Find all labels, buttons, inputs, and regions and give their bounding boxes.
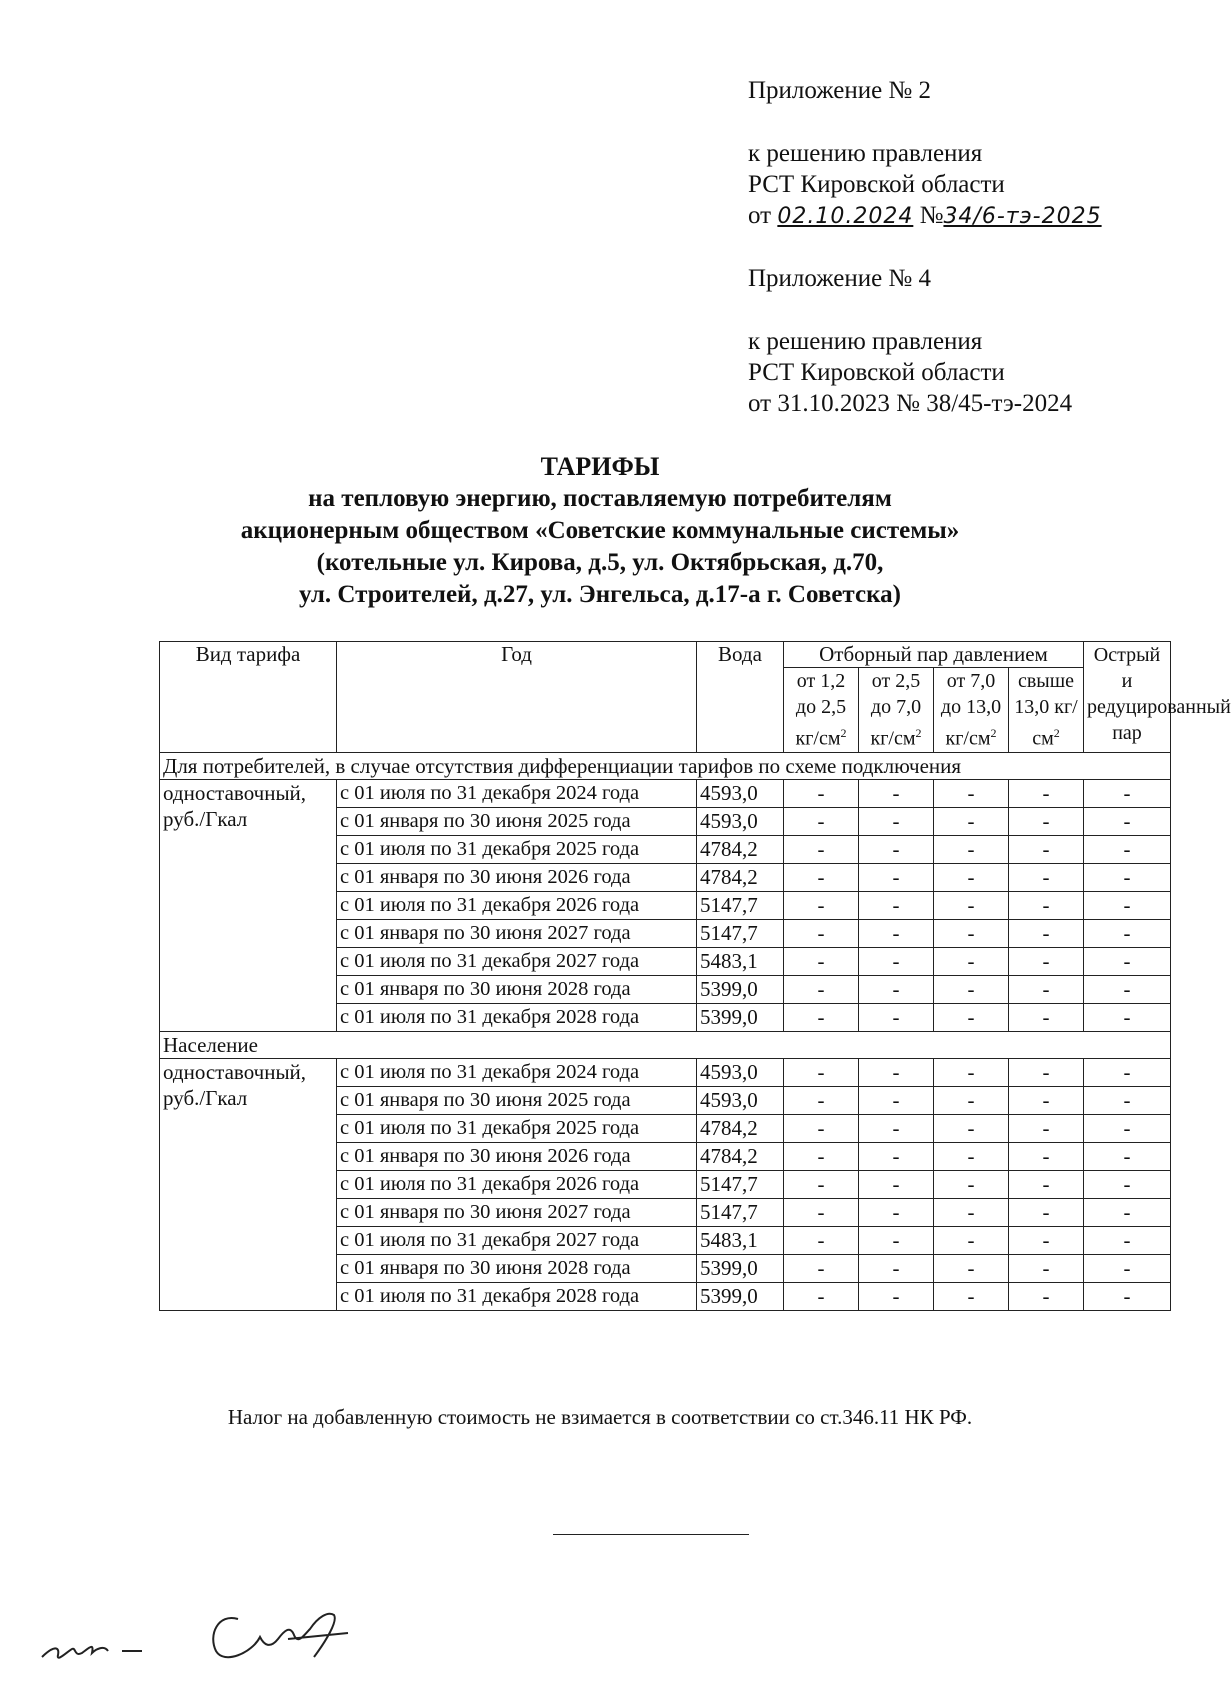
steam-3-cell: - (934, 779, 1009, 807)
header-steam: Отборный пар давлением (784, 642, 1084, 668)
period-cell: с 01 января по 30 июня 2027 года (337, 1198, 697, 1226)
sharp-steam-cell: - (1084, 1114, 1171, 1142)
vat-note: Налог на добавленную стоимость не взимается в соответствии со ст.346.11 НК РФ. (227, 1405, 973, 1429)
steam-3-cell: - (934, 863, 1009, 891)
steam-4-cell: - (1009, 1198, 1084, 1226)
period-cell: с 01 июля по 31 декабря 2028 года (337, 1003, 697, 1031)
decision-1-no-sign: № (919, 202, 944, 229)
sup-2: 2 (840, 726, 847, 740)
steam-2-cell: - (859, 1142, 934, 1170)
steam-4-cell: - (1009, 1114, 1084, 1142)
water-value-cell: 5147,7 (697, 919, 784, 947)
steam-4-cell: - (1009, 835, 1084, 863)
group-label: Для потребителей, в случае отсутствия дифференциации тарифов по схеме подключения (160, 752, 1171, 779)
steam-3-cell: - (934, 1170, 1009, 1198)
decision-2-line1: к решению правления (748, 328, 983, 355)
water-value-cell: 4593,0 (697, 779, 784, 807)
table-row (160, 1058, 1171, 1086)
header-steam-4 (1009, 668, 1084, 753)
header-tariff-type: Вид тарифа (160, 642, 337, 753)
steam-3-cell: - (934, 807, 1009, 835)
signature-main-stroke (213, 1614, 348, 1657)
sharp-steam-cell: - (1084, 1086, 1171, 1114)
period-cell: с 01 июля по 31 декабря 2024 года (337, 1058, 697, 1086)
steam-1-cell: - (784, 1086, 859, 1114)
signature-image (38, 1595, 378, 1675)
steam-3-cell: - (934, 1226, 1009, 1254)
period-cell: с 01 июля по 31 декабря 2026 года (337, 1170, 697, 1198)
steam-2-cell: - (859, 1003, 934, 1031)
group-label-row (160, 752, 1171, 779)
steam-2-cell: - (859, 975, 934, 1003)
decision-1-line2: РСТ Кировской области (748, 171, 1005, 198)
steam-2-cell: - (859, 919, 934, 947)
table-row (160, 779, 1171, 807)
signature-initials-stroke (42, 1647, 142, 1658)
sharp-steam-cell: - (1084, 1282, 1171, 1310)
sharp-steam-cell: - (1084, 835, 1171, 863)
steam-2-cell: - (859, 891, 934, 919)
steam-4-cell: - (1009, 779, 1084, 807)
decision-1-date-handwritten: 02.10.2024 (777, 204, 914, 229)
steam-1-cell: - (784, 1058, 859, 1086)
steam-1-cell: - (784, 807, 859, 835)
steam-4-cell: - (1009, 1142, 1084, 1170)
steam-3-cell: - (934, 1254, 1009, 1282)
sharp-steam-cell: - (1084, 779, 1171, 807)
decision-1-block (748, 138, 1168, 232)
sharp-steam-cell: - (1084, 975, 1171, 1003)
steam-2-cell: - (859, 1198, 934, 1226)
steam-3-cell: - (934, 1086, 1009, 1114)
decision-1-line1: к решению правления (748, 140, 983, 167)
document-title (0, 451, 1200, 611)
sharp-steam-cell: - (1084, 1058, 1171, 1086)
steam-4-cell: - (1009, 919, 1084, 947)
table-body (160, 752, 1171, 1310)
steam-1-cell: - (784, 835, 859, 863)
steam-4-cell: - (1009, 1254, 1084, 1282)
sharp-steam-cell: - (1084, 1254, 1171, 1282)
steam-3-cell: - (934, 1003, 1009, 1031)
steam-2-cell: - (859, 1058, 934, 1086)
steam-4-cell: - (1009, 975, 1084, 1003)
water-value-cell: 4593,0 (697, 807, 784, 835)
header-year: Год (337, 642, 697, 753)
title-line-3: (котельные ул. Кирова, д.5, ул. Октябрьская, д.70, (316, 549, 884, 576)
steam-2-cell: - (859, 779, 934, 807)
group-label: Население (160, 1031, 1171, 1058)
steam-1-cell: - (784, 1254, 859, 1282)
water-value-cell: 4784,2 (697, 863, 784, 891)
header-steam-2-text: от 2,5 до 7,0 кг/см (870, 670, 922, 750)
water-value-cell: 4593,0 (697, 1058, 784, 1086)
decision-1-from: от (748, 202, 772, 229)
period-cell: с 01 января по 30 июня 2028 года (337, 975, 697, 1003)
water-value-cell: 4593,0 (697, 1086, 784, 1114)
decision-1-line3 (748, 200, 1168, 232)
decision-2-line2: РСТ Кировской области (748, 359, 1005, 386)
steam-1-cell: - (784, 779, 859, 807)
steam-4-cell: - (1009, 1003, 1084, 1031)
water-value-cell: 4784,2 (697, 1114, 784, 1142)
tariff-kind-cell: одноставочный, руб./Гкал (160, 1058, 337, 1310)
appendix-4-text: Приложение № 4 (748, 265, 932, 292)
steam-1-cell: - (784, 1003, 859, 1031)
steam-2-cell: - (859, 1254, 934, 1282)
period-cell: с 01 июля по 31 декабря 2025 года (337, 1114, 697, 1142)
sharp-steam-cell: - (1084, 919, 1171, 947)
steam-2-cell: - (859, 1114, 934, 1142)
steam-2-cell: - (859, 947, 934, 975)
tariffs-table (159, 641, 1231, 1311)
steam-2-cell: - (859, 835, 934, 863)
header-steam-1-text: от 1,2 до 2,5 кг/см (795, 670, 847, 750)
steam-2-cell: - (859, 807, 934, 835)
steam-1-cell: - (784, 1282, 859, 1310)
steam-3-cell: - (934, 1198, 1009, 1226)
period-cell: с 01 июля по 31 декабря 2028 года (337, 1282, 697, 1310)
water-value-cell: 5399,0 (697, 975, 784, 1003)
title-line-1: на тепловую энергию, поставляемую потребителям (308, 485, 892, 512)
period-cell: с 01 января по 30 июня 2026 года (337, 863, 697, 891)
steam-1-cell: - (784, 947, 859, 975)
steam-3-cell: - (934, 1058, 1009, 1086)
sharp-steam-cell: - (1084, 1226, 1171, 1254)
period-cell: с 01 января по 30 июня 2027 года (337, 919, 697, 947)
period-cell: с 01 июля по 31 декабря 2025 года (337, 835, 697, 863)
steam-2-cell: - (859, 1086, 934, 1114)
decision-2-line3: от 31.10.2023 № 38/45-тэ-2024 (748, 390, 1073, 417)
appendix-2-label (748, 75, 1168, 106)
water-value-cell: 5399,0 (697, 1254, 784, 1282)
water-value-cell: 4784,2 (697, 835, 784, 863)
steam-1-cell: - (784, 891, 859, 919)
steam-3-cell: - (934, 975, 1009, 1003)
sharp-steam-cell: - (1084, 1142, 1171, 1170)
header-steam-1 (784, 668, 859, 753)
steam-3-cell: - (934, 835, 1009, 863)
steam-1-cell: - (784, 1198, 859, 1226)
steam-2-cell: - (859, 1282, 934, 1310)
steam-4-cell: - (1009, 863, 1084, 891)
title-line-2: акционерным обществом «Советские коммунальные системы» (240, 517, 960, 544)
sharp-steam-cell: - (1084, 891, 1171, 919)
steam-4-cell: - (1009, 1226, 1084, 1254)
header-steam-3-text: от 7,0 до 13,0 кг/см (940, 670, 1002, 750)
water-value-cell: 5399,0 (697, 1003, 784, 1031)
steam-4-cell: - (1009, 891, 1084, 919)
steam-4-cell: - (1009, 1058, 1084, 1086)
steam-4-cell: - (1009, 1282, 1084, 1310)
period-cell: с 01 января по 30 июня 2028 года (337, 1254, 697, 1282)
water-value-cell: 5483,1 (697, 1226, 784, 1254)
tariff-kind-cell: одноставочный, руб./Гкал (160, 779, 337, 1031)
steam-2-cell: - (859, 863, 934, 891)
sharp-steam-cell: - (1084, 807, 1171, 835)
steam-1-cell: - (784, 1170, 859, 1198)
sharp-steam-cell: - (1084, 863, 1171, 891)
header-water: Вода (697, 642, 784, 753)
period-cell: с 01 июля по 31 декабря 2026 года (337, 891, 697, 919)
water-value-cell: 5147,7 (697, 1198, 784, 1226)
water-value-cell: 5147,7 (697, 1170, 784, 1198)
water-value-cell: 5483,1 (697, 947, 784, 975)
steam-3-cell: - (934, 1142, 1009, 1170)
closing-rule (553, 1534, 749, 1535)
sup-2: 2 (915, 726, 922, 740)
title-main: ТАРИФЫ (540, 452, 660, 481)
period-cell: с 01 января по 30 июня 2026 года (337, 1142, 697, 1170)
appendix-4-label (748, 263, 1168, 294)
sharp-steam-cell: - (1084, 1170, 1171, 1198)
steam-1-cell: - (784, 919, 859, 947)
water-value-cell: 5399,0 (697, 1282, 784, 1310)
title-line-4: ул. Строителей, д.27, ул. Энгельса, д.17-а г. Советска) (299, 581, 901, 608)
period-cell: с 01 июля по 31 декабря 2027 года (337, 947, 697, 975)
steam-4-cell: - (1009, 807, 1084, 835)
period-cell: с 01 июля по 31 декабря 2024 года (337, 779, 697, 807)
sup-2: 2 (1053, 726, 1060, 740)
table-header-row-1 (160, 642, 1171, 668)
steam-3-cell: - (934, 1114, 1009, 1142)
steam-1-cell: - (784, 1114, 859, 1142)
steam-3-cell: - (934, 919, 1009, 947)
steam-4-cell: - (1009, 1170, 1084, 1198)
sup-2: 2 (990, 726, 997, 740)
steam-1-cell: - (784, 863, 859, 891)
appendix-2-text: Приложение № 2 (748, 77, 932, 104)
steam-4-cell: - (1009, 1086, 1084, 1114)
sharp-steam-cell: - (1084, 947, 1171, 975)
steam-2-cell: - (859, 1170, 934, 1198)
steam-1-cell: - (784, 1226, 859, 1254)
steam-2-cell: - (859, 1226, 934, 1254)
header-steam-4-text: свыше 13,0 кг/см (1014, 670, 1078, 750)
steam-3-cell: - (934, 947, 1009, 975)
period-cell: с 01 января по 30 июня 2025 года (337, 1086, 697, 1114)
sharp-steam-cell: - (1084, 1198, 1171, 1226)
group-label-row (160, 1031, 1171, 1058)
period-cell: с 01 января по 30 июня 2025 года (337, 807, 697, 835)
steam-3-cell: - (934, 1282, 1009, 1310)
water-value-cell: 4784,2 (697, 1142, 784, 1170)
header-steam-3 (934, 668, 1009, 753)
sharp-steam-cell: - (1084, 1003, 1171, 1031)
decision-2-block (748, 326, 1168, 419)
decision-1-number-handwritten: 34/6-тэ-2025 (943, 204, 1102, 229)
header-steam-2 (859, 668, 934, 753)
period-cell: с 01 июля по 31 декабря 2027 года (337, 1226, 697, 1254)
steam-1-cell: - (784, 975, 859, 1003)
header-sharp-steam: Острый и редуцированный пар (1084, 642, 1171, 753)
steam-4-cell: - (1009, 947, 1084, 975)
water-value-cell: 5147,7 (697, 891, 784, 919)
steam-3-cell: - (934, 891, 1009, 919)
steam-1-cell: - (784, 1142, 859, 1170)
